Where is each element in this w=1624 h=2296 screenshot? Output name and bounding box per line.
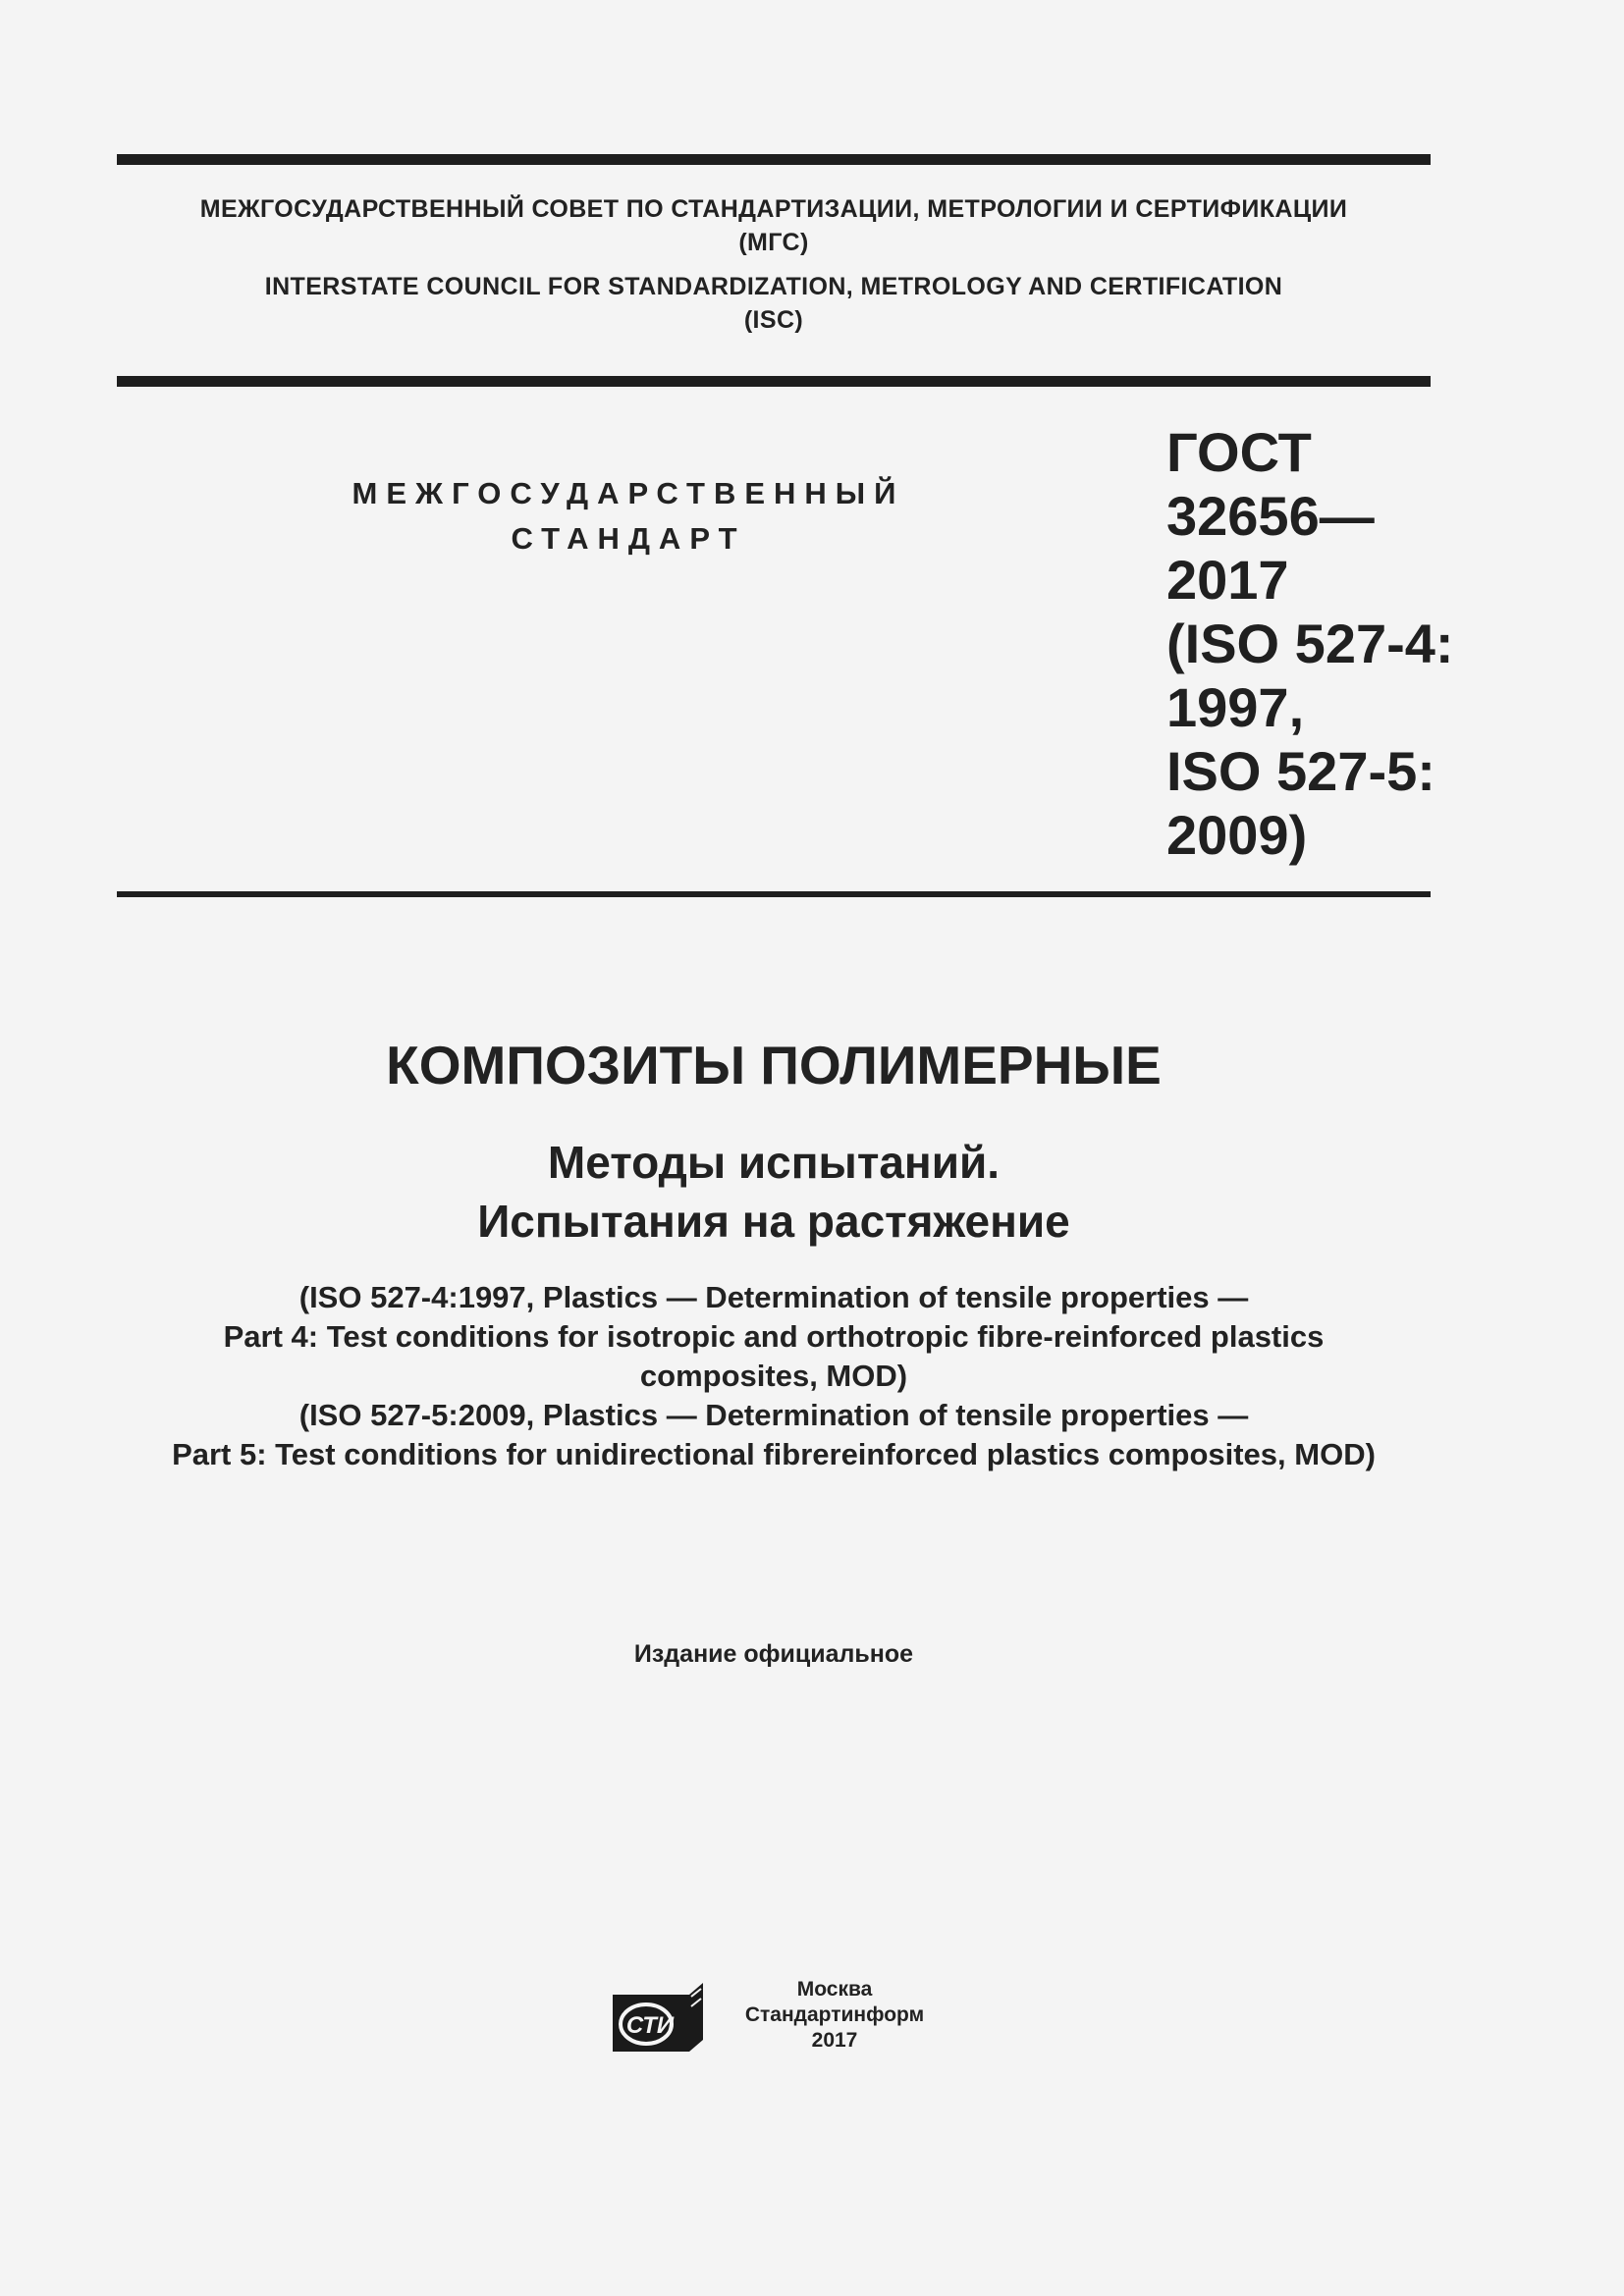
council-abbr-ru: (МГС)	[738, 229, 809, 256]
standard-type-label	[295, 471, 962, 561]
designation-line-3: 2017	[1166, 549, 1289, 611]
iso-references	[98, 1278, 1449, 1474]
publisher-imprint	[727, 1977, 943, 2054]
designation-line-4: (ISO 527-4:	[1166, 613, 1454, 674]
designation-line-7: 2009)	[1166, 804, 1308, 866]
iso-reference-line: Part 4: Test conditions for isotropic and orthotropic fibre-reinforced plastics	[223, 1319, 1325, 1354]
bottom-rule	[117, 891, 1431, 897]
top-rule	[117, 154, 1431, 165]
designation-line-2: 32656—	[1166, 485, 1375, 547]
iso-reference-line: Part 5: Test conditions for unidirectional fibrereinforced plastics composites, MOD)	[172, 1437, 1376, 1471]
publisher-name: Стандартинформ	[744, 2003, 925, 2026]
publisher-city: Москва	[796, 1978, 873, 2001]
document-subtitle	[117, 1133, 1431, 1251]
publication-year: 2017	[811, 2029, 858, 2052]
document-title: КОМПОЗИТЫ ПОЛИМЕРНЫЕ	[386, 1035, 1162, 1095]
council-name-en: INTERSTATE COUNCIL FOR STANDARDIZATION, METROLOGY AND CERTIFICATION	[264, 273, 1283, 300]
standartinform-logo-icon	[611, 1981, 705, 2054]
standard-type-line-2: СТАНДАРТ	[511, 521, 746, 556]
middle-rule	[117, 376, 1431, 387]
council-name-ru: МЕЖГОСУДАРСТВЕННЫЙ СОВЕТ ПО СТАНДАРТИЗАЦИИ, МЕТРОЛОГИИ И СЕРТИФИКАЦИИ	[199, 195, 1348, 223]
standard-designation	[1166, 420, 1454, 867]
iso-reference-line: composites, MOD)	[639, 1359, 908, 1393]
logo-text: СТИ	[625, 2012, 675, 2039]
council-header	[117, 192, 1431, 337]
designation-line-1: ГОСТ	[1166, 421, 1312, 483]
iso-reference-line: (ISO 527-4:1997, Plastics — Determination of tensile properties —	[298, 1280, 1249, 1314]
designation-line-5: 1997,	[1166, 676, 1305, 738]
edition-label: Издание официальное	[633, 1640, 914, 1668]
council-abbr-en: (ISC)	[743, 306, 804, 334]
standard-type-line-1: МЕЖГОСУДАРСТВЕННЫЙ	[352, 476, 905, 510]
designation-line-6: ISO 527-5:	[1166, 740, 1435, 802]
iso-reference-line: (ISO 527-5:2009, Plastics — Determination of tensile properties —	[298, 1398, 1249, 1432]
subtitle-line-2: Испытания на растяжение	[477, 1196, 1070, 1247]
subtitle-line-1: Методы испытаний.	[547, 1137, 1001, 1188]
